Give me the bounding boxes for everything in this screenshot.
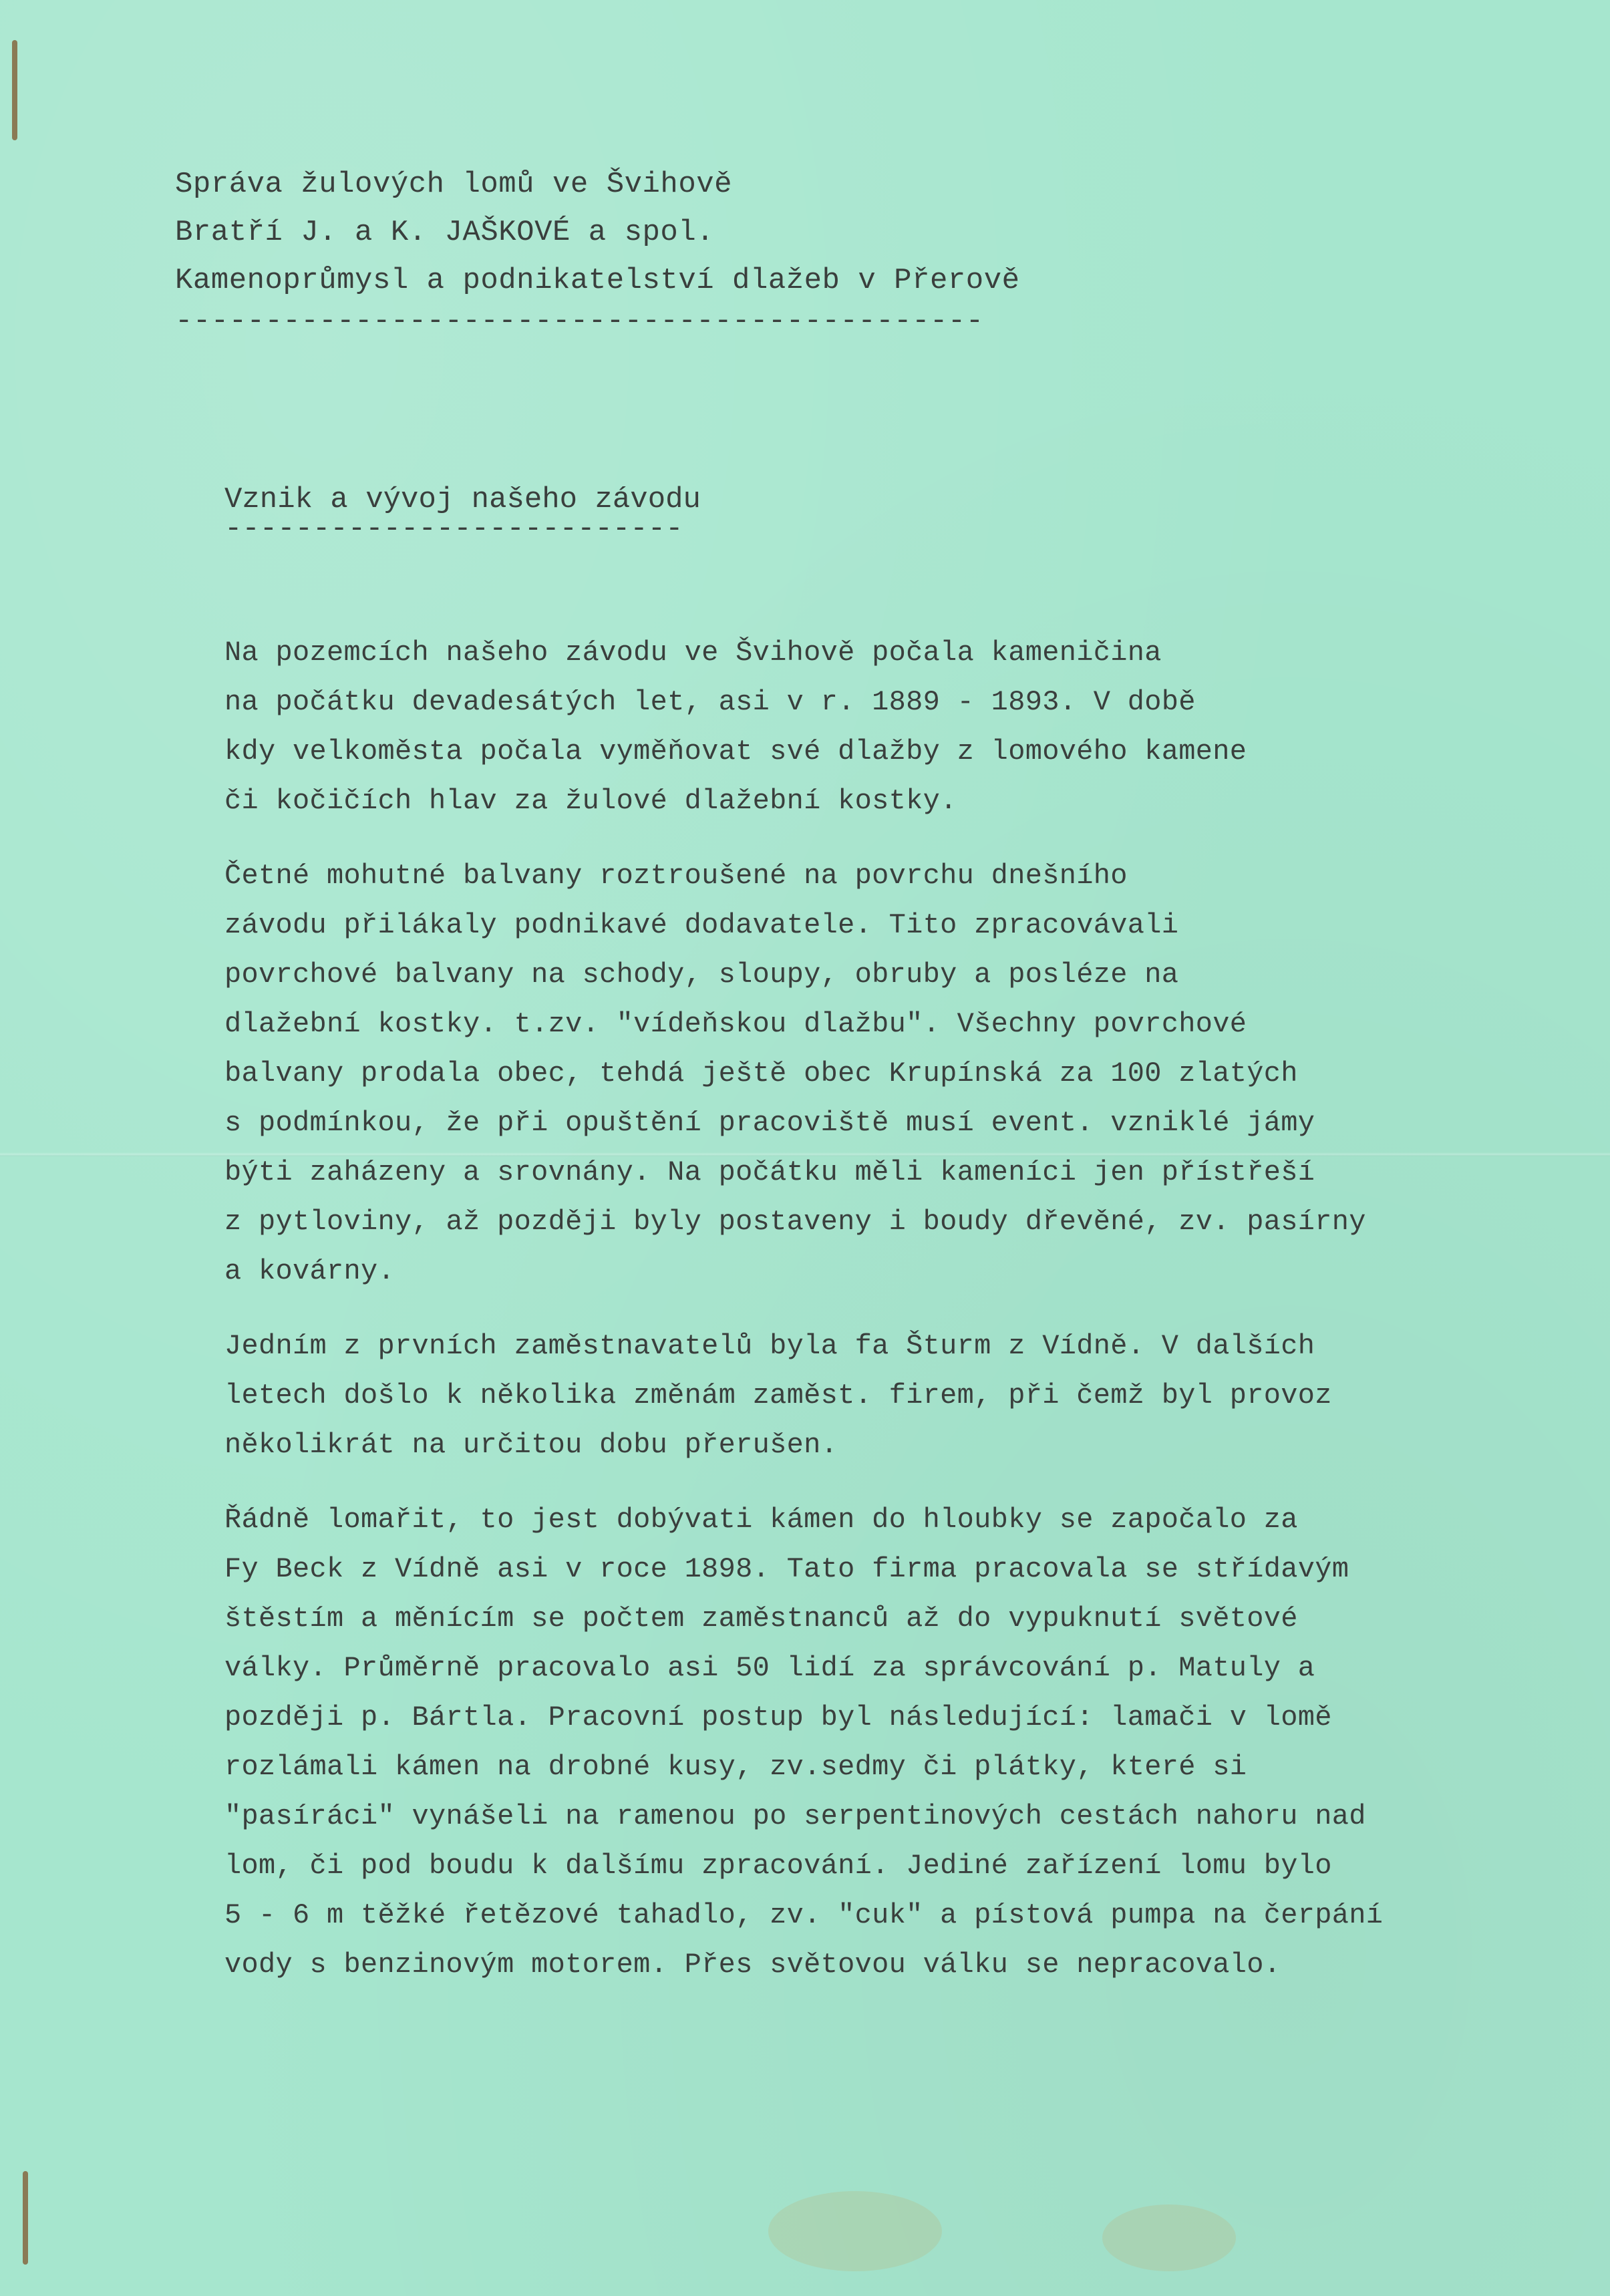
text-line: štěstím a měnícím se počtem zaměstnanců až do vypuknutí světové xyxy=(224,1603,1298,1635)
text-line: dlažební kostky. t.zv. "vídeňskou dlažbu". Všechny povrchové xyxy=(224,1008,1247,1040)
text-line: Na pozemcích našeho závodu ve Švihově počala kameničina xyxy=(224,637,1162,669)
text-line: balvany prodala obec, tehdá ještě obec Krupínská za 100 zlatých xyxy=(224,1057,1298,1090)
letterhead-line: Správa žulových lomů ve Švihově xyxy=(175,168,733,201)
text-line: Jedním z prvních zaměstnavatelů byla fa Šturm z Vídně. V dalších xyxy=(224,1330,1315,1362)
text-line: později p. Bártla. Pracovní postup byl následující: lamači v lomě xyxy=(224,1701,1332,1734)
text-line: kdy velkoměsta počala vyměňovat své dlažby z lomového kamene xyxy=(224,735,1247,768)
text-line: povrchové balvany na schody, sloupy, obruby a posléze na xyxy=(224,959,1179,991)
paragraph xyxy=(224,1495,1384,1989)
text-line: Řádně lomařit, to jest dobývati kámen do hloubky se započalo za xyxy=(224,1504,1298,1536)
stain xyxy=(1102,2204,1236,2271)
letterhead-line: Bratří J. a K. JAŠKOVÉ a spol. xyxy=(175,216,715,249)
text-line: či kočičích hlav za žulové dlažební kostky. xyxy=(224,785,957,817)
stain xyxy=(768,2191,942,2271)
text-line: z pytloviny, až později byly postaveny i boudy dřevěné, zv. pasírny xyxy=(224,1206,1366,1238)
text-line: Četné mohutné balvany roztroušené na povrchu dnešního xyxy=(224,860,1128,892)
text-line: býti zaházeny a srovnány. Na počátku měli kameníci jen přístřeší xyxy=(224,1156,1315,1188)
document-body xyxy=(224,628,1384,2015)
paragraph xyxy=(224,628,1360,826)
text-line: rozlámali kámen na drobné kusy, zv.sedmy či plátky, které si xyxy=(224,1751,1247,1783)
text-line: a kovárny. xyxy=(224,1255,395,1287)
paragraph xyxy=(224,1321,1360,1470)
text-line: závodu přilákaly podnikavé dodavatele. Tito zpracovávali xyxy=(224,909,1179,941)
letterhead xyxy=(175,160,1043,338)
text-line: 5 - 6 m těžké řetězové tahadlo, zv. "cuk" a pístová pumpa na čerpání xyxy=(224,1899,1384,1931)
text-line: s podmínkou, že při opuštění pracoviště musí event. vzniklé jámy xyxy=(224,1107,1315,1139)
staple-mark-top xyxy=(12,40,17,140)
staple-mark-bottom xyxy=(23,2171,28,2265)
text-line: vody s benzinovým motorem. Přes světovou válku se nepracovalo. xyxy=(224,1949,1281,1981)
text-line: několikrát na určitou dobu přerušen. xyxy=(224,1429,838,1461)
text-line: lom, či pod boudu k dalšímu zpracování. Jediné zařízení lomu bylo xyxy=(224,1850,1332,1882)
text-line: "pasíráci" vynášeli na ramenou po serpentinových cestách nahoru nad xyxy=(224,1800,1366,1832)
text-line: války. Průměrně pracovalo asi 50 lidí za správcování p. Matuly a xyxy=(224,1652,1315,1684)
text-line: letech došlo k několika změnám zaměst. firem, při čemž byl provoz xyxy=(224,1379,1332,1412)
title-underline: -------------------------- xyxy=(224,512,683,546)
paragraph xyxy=(224,851,1366,1296)
letterhead-rule: --------------------------------------------- xyxy=(175,305,984,338)
letterhead-line: Kamenoprůmysl a podnikatelství dlažeb v Přerově xyxy=(175,264,1020,297)
document-title: Vznik a vývoj našeho závodu xyxy=(224,483,701,516)
text-line: na počátku devadesátých let, asi v r. 1889 - 1893. V době xyxy=(224,686,1196,718)
text-line: Fy Beck z Vídně asi v roce 1898. Tato firma pracovala se střídavým xyxy=(224,1553,1349,1585)
